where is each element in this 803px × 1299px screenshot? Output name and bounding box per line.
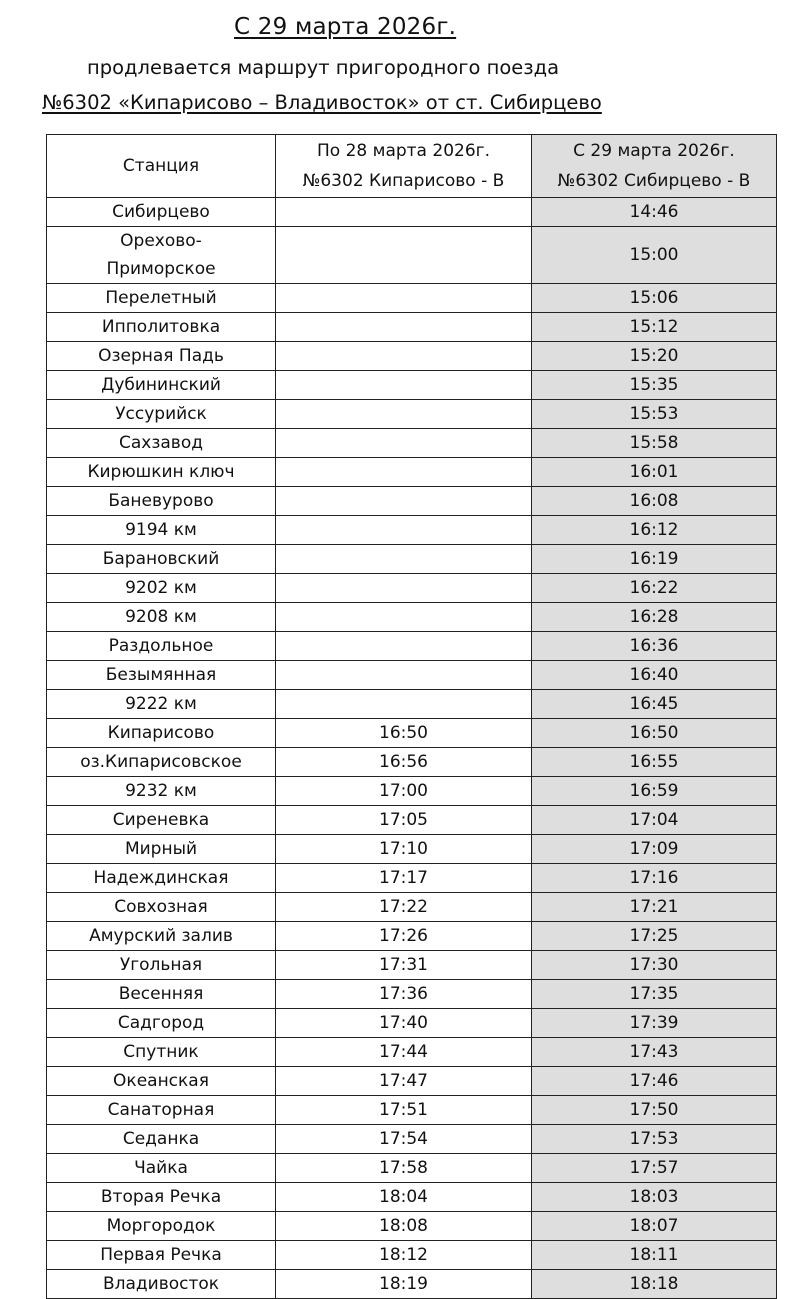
station-name-cell: Ипполитовка xyxy=(47,313,276,342)
new-time-cell: 16:59 xyxy=(532,777,777,806)
old-time-cell xyxy=(276,198,532,227)
old-time-cell xyxy=(276,284,532,313)
table-row xyxy=(47,893,777,922)
old-time-cell xyxy=(276,661,532,690)
old-time-cell: 17:44 xyxy=(276,1038,532,1067)
station-name-cell: Кипарисово xyxy=(47,719,276,748)
table-row xyxy=(47,1038,777,1067)
old-time-cell: 18:19 xyxy=(276,1270,532,1299)
station-name-cell: Сиреневка xyxy=(47,806,276,835)
old-schedule-date: По 28 марта 2026г. xyxy=(317,141,490,161)
new-time-cell: 16:45 xyxy=(532,690,777,719)
old-time-cell xyxy=(276,690,532,719)
new-time-cell: 17:57 xyxy=(532,1154,777,1183)
old-time-cell: 18:12 xyxy=(276,1241,532,1270)
new-time-cell: 15:12 xyxy=(532,313,777,342)
station-name-cell: Кирюшкин ключ xyxy=(47,458,276,487)
new-time-cell: 16:28 xyxy=(532,603,777,632)
new-time-cell: 16:40 xyxy=(532,661,777,690)
old-time-cell: 17:10 xyxy=(276,835,532,864)
station-name-cell: Орехово-Приморское xyxy=(47,227,276,284)
station-name-cell: Седанка xyxy=(47,1125,276,1154)
old-time-cell: 17:17 xyxy=(276,864,532,893)
old-time-cell xyxy=(276,400,532,429)
new-time-cell: 17:16 xyxy=(532,864,777,893)
old-time-cell: 17:58 xyxy=(276,1154,532,1183)
table-row xyxy=(47,980,777,1009)
new-time-cell: 17:39 xyxy=(532,1009,777,1038)
new-time-cell: 15:06 xyxy=(532,284,777,313)
new-time-cell: 16:36 xyxy=(532,632,777,661)
table-row xyxy=(47,806,777,835)
new-time-cell: 17:30 xyxy=(532,951,777,980)
new-time-cell: 16:55 xyxy=(532,748,777,777)
new-time-cell: 18:07 xyxy=(532,1212,777,1241)
new-time-cell: 17:09 xyxy=(532,835,777,864)
station-name-cell: оз.Кипарисовское xyxy=(47,748,276,777)
old-time-cell xyxy=(276,227,532,284)
new-time-cell: 14:46 xyxy=(532,198,777,227)
station-name-cell: Вторая Речка xyxy=(47,1183,276,1212)
table-row xyxy=(47,835,777,864)
new-time-cell: 15:58 xyxy=(532,429,777,458)
old-time-cell: 17:40 xyxy=(276,1009,532,1038)
table-row xyxy=(47,487,777,516)
station-name-cell: Мирный xyxy=(47,835,276,864)
new-time-cell: 15:53 xyxy=(532,400,777,429)
new-time-cell: 16:22 xyxy=(532,574,777,603)
new-time-cell: 17:50 xyxy=(532,1096,777,1125)
table-row xyxy=(47,227,777,284)
station-name-cell: Совхозная xyxy=(47,893,276,922)
old-time-cell xyxy=(276,458,532,487)
station-name-cell: 9208 км xyxy=(47,603,276,632)
station-name-cell: Сибирцево xyxy=(47,198,276,227)
old-time-cell xyxy=(276,574,532,603)
table-row xyxy=(47,777,777,806)
old-time-cell: 17:22 xyxy=(276,893,532,922)
table-row xyxy=(47,313,777,342)
station-name-cell: Раздольное xyxy=(47,632,276,661)
table-row xyxy=(47,516,777,545)
timetable xyxy=(46,134,777,1299)
new-time-cell: 16:12 xyxy=(532,516,777,545)
new-time-cell: 17:21 xyxy=(532,893,777,922)
new-time-cell: 18:11 xyxy=(532,1241,777,1270)
station-name-cell: Барановский xyxy=(47,545,276,574)
table-row xyxy=(47,1212,777,1241)
station-name-cell: Санаторная xyxy=(47,1096,276,1125)
table-row xyxy=(47,1067,777,1096)
train-route-subtitle: №6302 «Кипарисово – Владивосток» от ст. Сибирцево xyxy=(42,91,602,114)
old-time-cell xyxy=(276,516,532,545)
old-time-cell xyxy=(276,603,532,632)
new-time-cell: 17:53 xyxy=(532,1125,777,1154)
station-name-cell: Первая Речка xyxy=(47,1241,276,1270)
new-time-cell: 17:35 xyxy=(532,980,777,1009)
new-time-cell: 17:43 xyxy=(532,1038,777,1067)
station-name-cell: Амурский залив xyxy=(47,922,276,951)
station-name-cell: Владивосток xyxy=(47,1270,276,1299)
station-name-cell: 9232 км xyxy=(47,777,276,806)
station-name-cell: Баневурово xyxy=(47,487,276,516)
new-time-cell: 17:04 xyxy=(532,806,777,835)
old-time-cell: 17:05 xyxy=(276,806,532,835)
new-time-cell: 16:19 xyxy=(532,545,777,574)
station-name-cell: Угольная xyxy=(47,951,276,980)
station-name-cell: Безымянная xyxy=(47,661,276,690)
station-name-cell: Дубининский xyxy=(47,371,276,400)
table-row xyxy=(47,864,777,893)
route-extension-notice: продлевается маршрут пригородного поезда xyxy=(87,56,560,79)
new-time-cell: 15:20 xyxy=(532,342,777,371)
old-time-cell: 17:47 xyxy=(276,1067,532,1096)
new-time-cell: 17:46 xyxy=(532,1067,777,1096)
station-name-cell: Садгород xyxy=(47,1009,276,1038)
station-name-cell: Моргородок xyxy=(47,1212,276,1241)
table-row xyxy=(47,951,777,980)
old-time-cell: 17:51 xyxy=(276,1096,532,1125)
new-time-cell: 18:03 xyxy=(532,1183,777,1212)
table-row xyxy=(47,1125,777,1154)
old-time-cell: 17:31 xyxy=(276,951,532,980)
table-row xyxy=(47,1183,777,1212)
old-time-cell: 17:54 xyxy=(276,1125,532,1154)
new-schedule-route: №6302 Сибирцево - В xyxy=(557,171,751,191)
new-time-cell: 16:08 xyxy=(532,487,777,516)
table-row xyxy=(47,458,777,487)
table-row xyxy=(47,400,777,429)
old-schedule-route: №6302 Кипарисово - В xyxy=(302,171,505,191)
station-name-cell: Океанская xyxy=(47,1067,276,1096)
new-time-cell: 18:18 xyxy=(532,1270,777,1299)
station-name-cell: 9202 км xyxy=(47,574,276,603)
table-row xyxy=(47,198,777,227)
table-row xyxy=(47,719,777,748)
station-name-cell: Чайка xyxy=(47,1154,276,1183)
new-schedule-column-header xyxy=(532,135,777,198)
station-column-header: Станция xyxy=(47,135,276,198)
station-name-cell: Озерная Падь xyxy=(47,342,276,371)
new-time-cell: 17:25 xyxy=(532,922,777,951)
timetable-header-row xyxy=(47,135,777,198)
table-row xyxy=(47,661,777,690)
old-time-cell: 16:56 xyxy=(276,748,532,777)
table-row xyxy=(47,603,777,632)
table-row xyxy=(47,1154,777,1183)
new-time-cell: 16:01 xyxy=(532,458,777,487)
table-row xyxy=(47,1096,777,1125)
new-time-cell: 15:35 xyxy=(532,371,777,400)
station-name-cell: 9222 км xyxy=(47,690,276,719)
table-row xyxy=(47,284,777,313)
old-time-cell: 17:36 xyxy=(276,980,532,1009)
old-time-cell: 17:00 xyxy=(276,777,532,806)
old-time-cell xyxy=(276,429,532,458)
table-row xyxy=(47,342,777,371)
effective-date-title: С 29 марта 2026г. xyxy=(234,14,457,40)
old-time-cell xyxy=(276,313,532,342)
table-row xyxy=(47,545,777,574)
new-schedule-date: С 29 марта 2026г. xyxy=(573,141,735,161)
old-time-cell xyxy=(276,545,532,574)
station-name-cell: Спутник xyxy=(47,1038,276,1067)
table-row xyxy=(47,690,777,719)
table-row xyxy=(47,429,777,458)
station-name-cell: 9194 км xyxy=(47,516,276,545)
station-name-cell: Надеждинская xyxy=(47,864,276,893)
table-row xyxy=(47,748,777,777)
old-time-cell: 17:26 xyxy=(276,922,532,951)
table-row xyxy=(47,632,777,661)
new-time-cell: 15:00 xyxy=(532,227,777,284)
old-time-cell: 18:08 xyxy=(276,1212,532,1241)
old-time-cell: 18:04 xyxy=(276,1183,532,1212)
timetable-body xyxy=(47,198,777,1299)
table-row xyxy=(47,371,777,400)
old-time-cell xyxy=(276,632,532,661)
table-row xyxy=(47,1241,777,1270)
table-row xyxy=(47,574,777,603)
station-name-cell: Весенняя xyxy=(47,980,276,1009)
table-row xyxy=(47,922,777,951)
old-time-cell xyxy=(276,487,532,516)
station-name-cell: Сахзавод xyxy=(47,429,276,458)
station-name-cell: Уссурийск xyxy=(47,400,276,429)
new-time-cell: 16:50 xyxy=(532,719,777,748)
old-time-cell xyxy=(276,342,532,371)
old-schedule-column-header xyxy=(276,135,532,198)
old-time-cell xyxy=(276,371,532,400)
old-time-cell: 16:50 xyxy=(276,719,532,748)
table-row xyxy=(47,1270,777,1299)
table-row xyxy=(47,1009,777,1038)
station-name-cell: Перелетный xyxy=(47,284,276,313)
